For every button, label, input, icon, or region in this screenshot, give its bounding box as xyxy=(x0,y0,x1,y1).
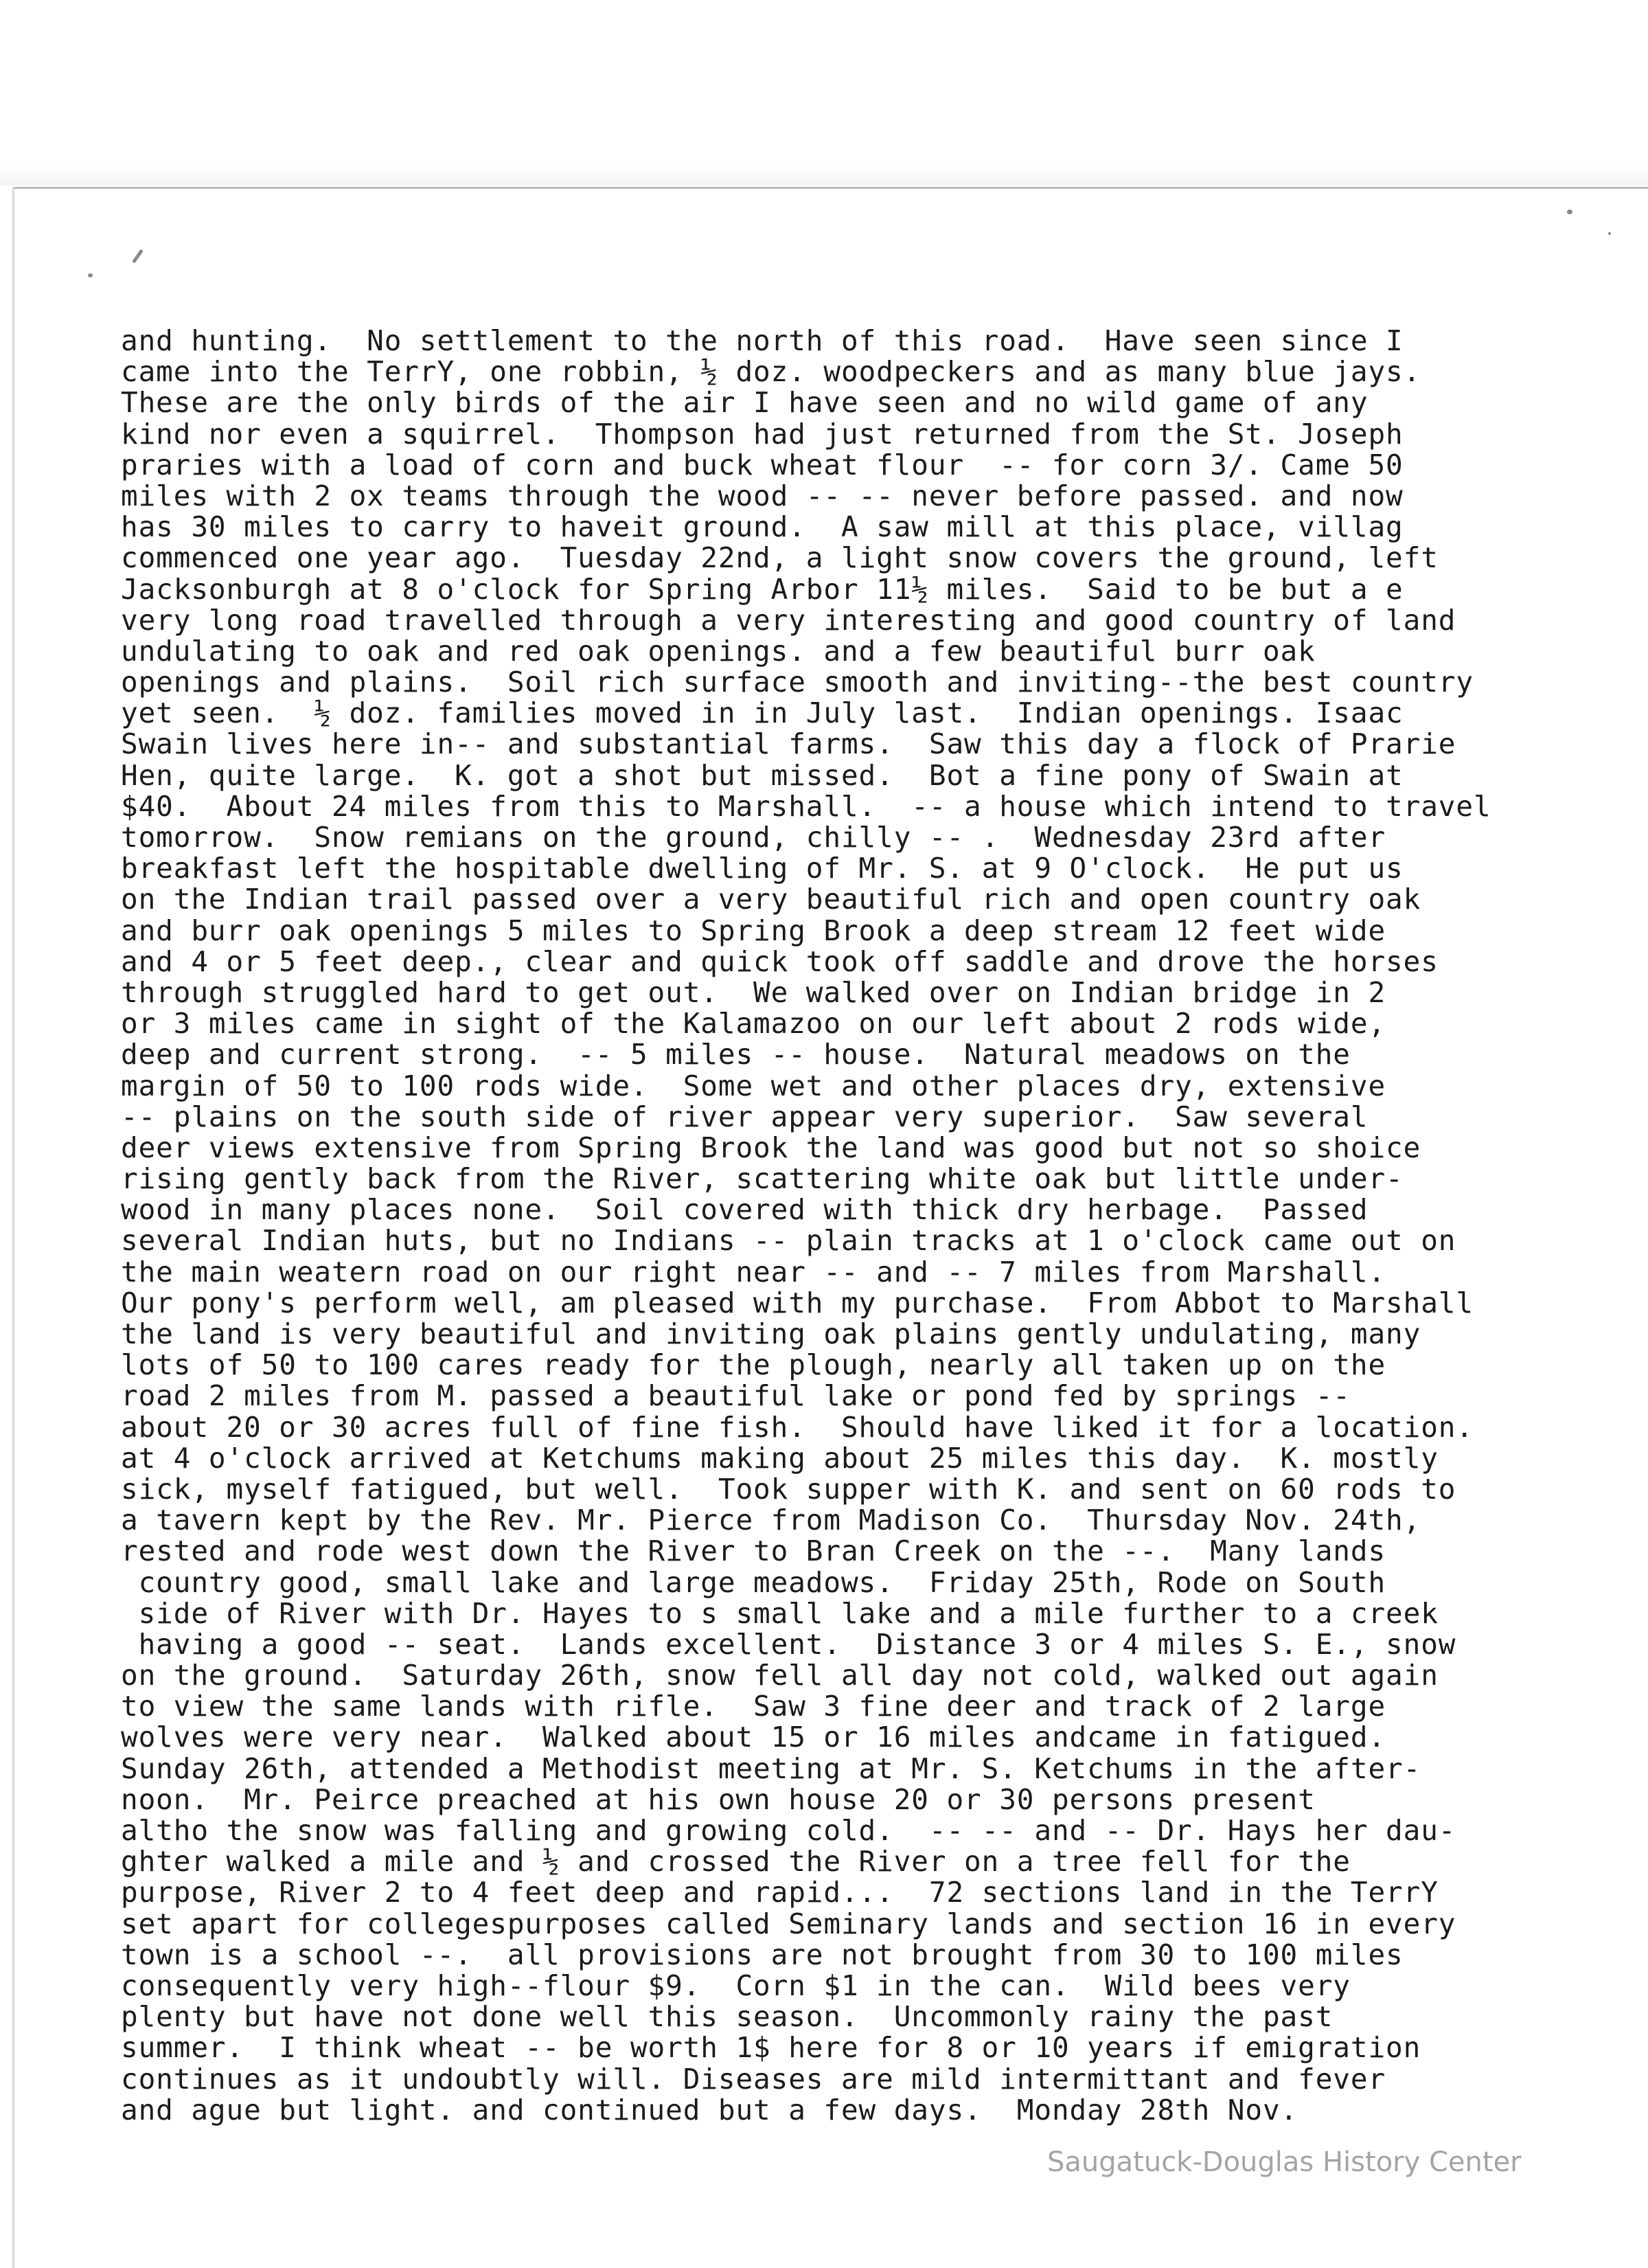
text-line: side of River with Dr. Hayes to s small lake and a mile further to a creek xyxy=(121,1596,1439,1630)
text-line: sick, myself fatigued, but well. Took supper with K. and sent on 60 rods to xyxy=(121,1472,1456,1506)
text-line: set apart for collegespurposes called Seminary lands and section 16 in every xyxy=(121,1907,1456,1940)
text-line: through struggled hard to get out. We walked over on Indian bridge in 2 xyxy=(121,975,1386,1009)
text-line: on the ground. Saturday 26th, snow fell all day not cold, walked out again xyxy=(121,1659,1439,1692)
scan-speck xyxy=(132,249,144,264)
text-line: $40. About 24 miles from this to Marshall. -- a house which intend to travel xyxy=(121,789,1491,823)
text-line: consequently very high--flour $9. Corn $1 in the can. Wild bees very xyxy=(121,1969,1351,2002)
text-line: lots of 50 to 100 cares ready for the plough, nearly all taken up on the xyxy=(121,1348,1386,1382)
text-line: commenced one year ago. Tuesday 22nd, a light snow covers the ground, left xyxy=(121,541,1439,575)
text-line: tomorrow. Snow remians on the ground, chilly -- . Wednesday 23rd after xyxy=(121,821,1386,854)
text-line: plenty but have not done well this season. Uncommonly rainy the past xyxy=(121,2000,1334,2034)
text-line: purpose, River 2 to 4 feet deep and rapid... 72 sections land in the TerrY xyxy=(121,1876,1439,1909)
text-line: road 2 miles from M. passed a beautiful lake or pond fed by springs -- xyxy=(121,1379,1351,1413)
text-line: summer. I think wheat -- be worth 1$ here for 8 or 10 years if emigration xyxy=(121,2031,1421,2065)
text-line: margin of 50 to 100 rods wide. Some wet and other places dry, extensive xyxy=(121,1069,1386,1102)
text-line: These are the only birds of the air I have seen and no wild game of any xyxy=(121,386,1369,420)
text-line: and hunting. No settlement to the north of this road. Have seen since I xyxy=(121,324,1404,357)
paper-left-edge xyxy=(12,187,14,2268)
text-line: Our pony's perform well, am pleased with my purchase. From Abbot to Marshall xyxy=(121,1286,1474,1319)
text-line: miles with 2 ox teams through the wood -- -- never before passed. and now xyxy=(121,479,1404,512)
text-line: has 30 miles to carry to haveit ground. A saw mill at this place, villag xyxy=(121,510,1404,544)
scan-speck xyxy=(1608,232,1611,235)
text-line: deer views extensive from Spring Brook the land was good but not so shoice xyxy=(121,1131,1421,1164)
text-line: rested and rode west down the River to Bran Creek on the --. Many lands xyxy=(121,1534,1386,1568)
paper-top-edge xyxy=(12,187,1648,189)
archive-watermark: Saugatuck-Douglas History Center xyxy=(1047,2146,1522,2178)
text-line: town is a school --. all provisions are not brought from 30 to 100 miles xyxy=(121,1938,1404,1971)
text-line: and ague but light. and continued but a few days. Monday 28th Nov. xyxy=(121,2093,1298,2127)
text-line: at 4 o'clock arrived at Ketchums making about 25 miles this day. K. mostly xyxy=(121,1441,1439,1475)
text-line: yet seen. ½ doz. families moved in in July last. Indian openings. Isaac xyxy=(121,696,1404,730)
text-line: or 3 miles came in sight of the Kalamazoo on our left about 2 rods wide, xyxy=(121,1007,1386,1041)
text-line: came into the TerrY, one robbin, ½ doz. woodpeckers and as many blue jays. xyxy=(121,355,1421,389)
scan-speck xyxy=(88,273,93,277)
text-line: the land is very beautiful and inviting oak plains gently undulating, many xyxy=(121,1317,1421,1350)
scan-speck xyxy=(1567,209,1572,214)
typewritten-text xyxy=(121,326,1604,2249)
text-line: several Indian huts, but no Indians -- plain tracks at 1 o'clock came out on xyxy=(121,1224,1456,1258)
text-line: on the Indian trail passed over a very beautiful rich and open country oak xyxy=(121,883,1421,916)
text-line: Swain lives here in-- and substantial farms. Saw this day a flock of Prarie xyxy=(121,727,1456,761)
text-line: breakfast left the hospitable dwelling of Mr. S. at 9 O'clock. He put us xyxy=(121,852,1404,885)
text-line: wolves were very near. Walked about 15 or 16 miles andcame in fatigued. xyxy=(121,1721,1386,1754)
text-line: about 20 or 30 acres full of fine fish. Should have liked it for a location. xyxy=(121,1410,1474,1444)
text-line: Jacksonburgh at 8 o'clock for Spring Arbor 11½ miles. Said to be but a e xyxy=(121,572,1404,606)
text-line: deep and current strong. -- 5 miles -- house. Natural meadows on the xyxy=(121,1038,1351,1071)
text-line: a tavern kept by the Rev. Mr. Pierce from Madison Co. Thursday Nov. 24th, xyxy=(121,1504,1421,1537)
text-line: noon. Mr. Peirce preached at his own house 20 or 30 persons present xyxy=(121,1782,1316,1816)
text-line: Sunday 26th, attended a Methodist meeting at Mr. S. Ketchums in the after- xyxy=(121,1751,1421,1785)
text-line: and burr oak openings 5 miles to Spring Brook a deep stream 12 feet wide xyxy=(121,914,1386,947)
text-line: altho the snow was falling and growing cold. -- -- and -- Dr. Hays her dau- xyxy=(121,1814,1456,1847)
text-line: -- plains on the south side of river appear very superior. Saw several xyxy=(121,1100,1369,1133)
text-line: having a good -- seat. Lands excellent. Distance 3 or 4 miles S. E., snow xyxy=(121,1627,1456,1661)
text-line: ghter walked a mile and ½ and crossed the River on a tree fell for the xyxy=(121,1845,1351,1879)
text-line: Hen, quite large. K. got a shot but missed. Bot a fine pony of Swain at xyxy=(121,758,1404,792)
text-line: undulating to oak and red oak openings. and a few beautiful burr oak xyxy=(121,634,1316,668)
scan-top-margin xyxy=(0,0,1648,185)
text-line: very long road travelled through a very interesting and good country of land xyxy=(121,603,1456,637)
text-line: continues as it undoubtly will. Diseases are mild intermittant and fever xyxy=(121,2062,1386,2096)
text-line: wood in many places none. Soil covered with thick dry herbage. Passed xyxy=(121,1193,1369,1227)
text-line: rising gently back from the River, scattering white oak but little under- xyxy=(121,1162,1404,1196)
text-line: the main weatern road on our right near -- and -- 7 miles from Marshall. xyxy=(121,1255,1386,1289)
text-line: kind nor even a squirrel. Thompson had just returned from the St. Joseph xyxy=(121,417,1404,451)
text-line: praries with a load of corn and buck wheat flour -- for corn 3/. Came 50 xyxy=(121,448,1404,481)
text-line: to view the same lands with rifle. Saw 3 fine deer and track of 2 large xyxy=(121,1690,1386,1723)
text-line: country good, small lake and large meadows. Friday 25th, Rode on South xyxy=(121,1565,1386,1599)
text-line: and 4 or 5 feet deep., clear and quick took off saddle and drove the horses xyxy=(121,944,1439,978)
text-line: openings and plains. Soil rich surface smooth and inviting--the best country xyxy=(121,666,1474,699)
